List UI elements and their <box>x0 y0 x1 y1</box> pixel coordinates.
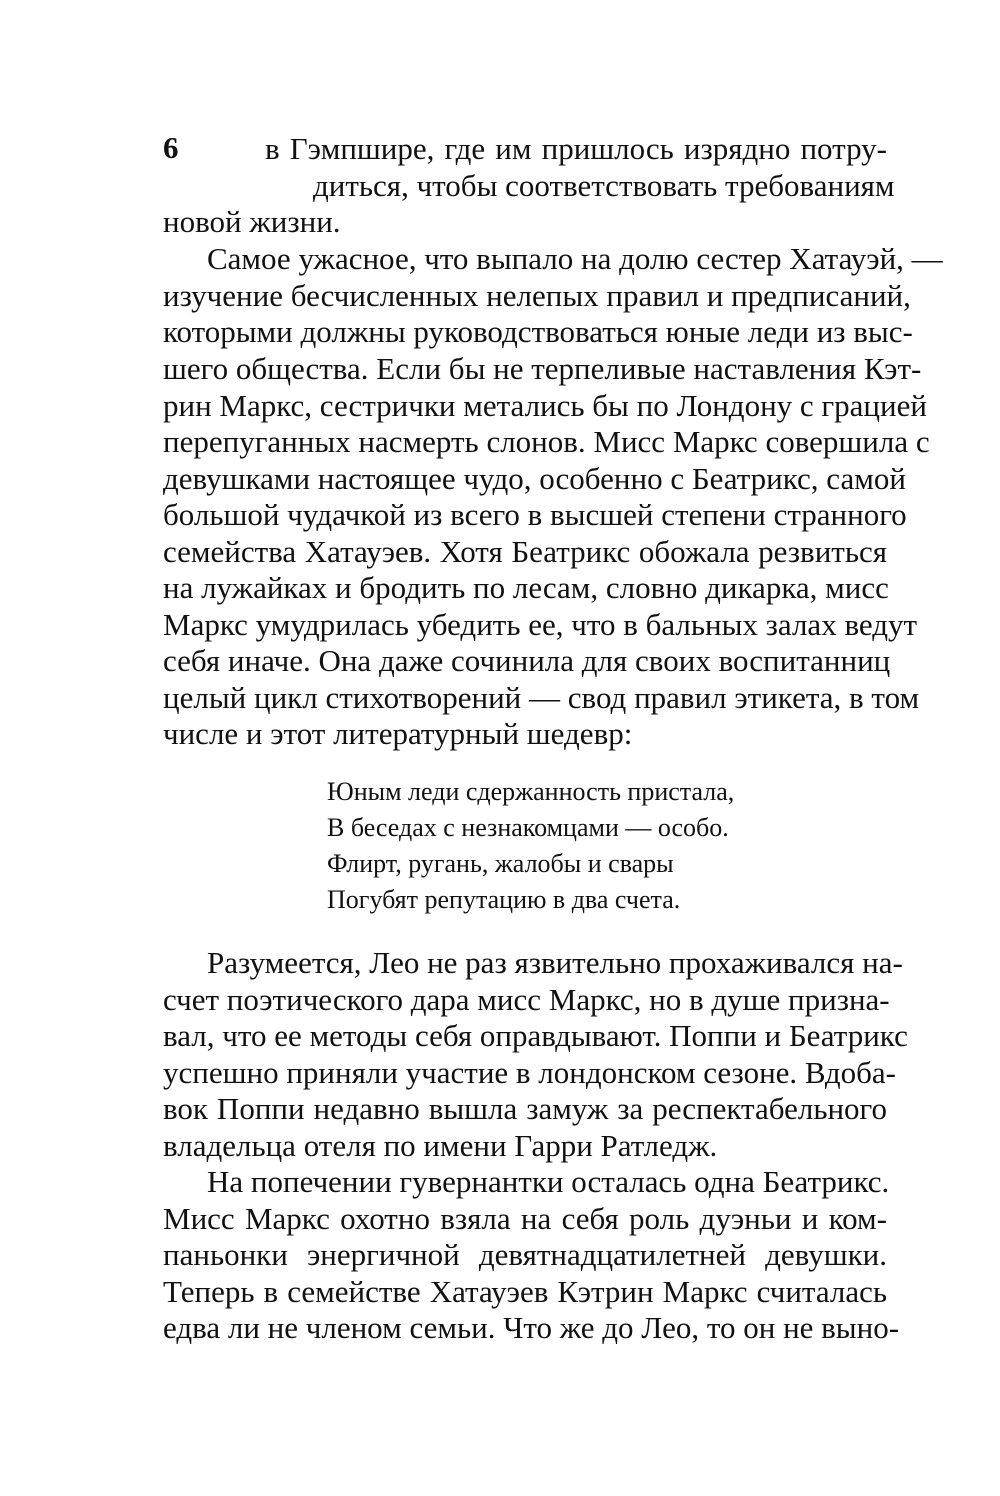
text-line: девушками настоящее чудо, особенно с Беатрикс, самой <box>163 461 906 496</box>
text-line: владельца отеля по имени Гарри Ратледж. <box>163 1128 718 1163</box>
text-line: семейства Хатауэев. Хотя Беатрикс обожала резвиться <box>163 534 887 569</box>
text-line: изучение бесчисленных нелепых правил и предписаний, <box>163 278 911 313</box>
text-line: на лужайках и бродить по лесам, словно дикарка, мисс <box>163 570 889 605</box>
text-line: счет поэтического дара мисс Маркс, но в душе призна- <box>163 982 890 1017</box>
text-line: целый цикл стихотворений — свод правил этикета, в том <box>163 680 920 715</box>
text-line: числе и этот литературный шедевр: <box>163 716 633 751</box>
page-number: 6 <box>163 130 179 165</box>
text-line: Теперь в семействе Хатауэев Кэтрин Маркс считалась <box>163 1274 887 1309</box>
text-line: вок Поппи недавно вышла замуж за респектабельного <box>163 1091 887 1126</box>
text-line: едва ли не членом семьи. Что же до Лео, то он не выно- <box>163 1310 900 1345</box>
poem-line: В беседах с незнакомцами — особо. <box>327 813 729 842</box>
text-line: новой жизни. <box>163 204 341 239</box>
text-line: Мисс Маркс охотно взяла на себя роль дуэньи и ком- <box>163 1201 887 1236</box>
text-line: перепуганных насмерть слонов. Мисс Маркс совершила с <box>163 424 930 459</box>
text-line: Маркс умудрилась убедить ее, что в бальных залах ведут <box>163 607 918 642</box>
text-line: в Гэмпшире, где им пришлось изрядно потру- <box>265 131 887 166</box>
text-line: шего общества. Если бы не терпеливые наставления Кэт- <box>163 351 922 386</box>
text-line: себя иначе. Она даже сочинила для своих воспитанниц <box>163 643 891 678</box>
text-line: паньонки энергичной девятнадцатилетней девушки. <box>163 1237 887 1272</box>
poem-line: Погубят репутацию в два счета. <box>327 885 681 914</box>
poem-line: Флирт, ругань, жалобы и свары <box>327 849 674 878</box>
text-line: Самое ужасное, что выпало на долю сестер Хатауэй, — <box>207 241 943 276</box>
poem-line: Юным леди сдержанность пристала, <box>327 777 735 806</box>
text-line: Разумеется, Лео не раз язвительно прохаживался на- <box>207 945 903 980</box>
text-line: успешно приняли участие в лондонском сезоне. Вдоба- <box>163 1055 896 1090</box>
text-line: которыми должны руководствоваться юные леди из выс- <box>163 314 913 349</box>
text-line: На попечении гувернантки осталась одна Беатрикс. <box>207 1164 890 1199</box>
text-line: большой чудачкой из всего в высшей степени странного <box>163 497 907 532</box>
text-line: диться, чтобы соответствовать требованиям <box>313 168 895 203</box>
text-line: вал, что ее методы себя оправдывают. Поппи и Беатрикс <box>163 1018 908 1053</box>
text-line: рин Маркс, сестрички метались бы по Лондону с грацией <box>163 388 927 423</box>
